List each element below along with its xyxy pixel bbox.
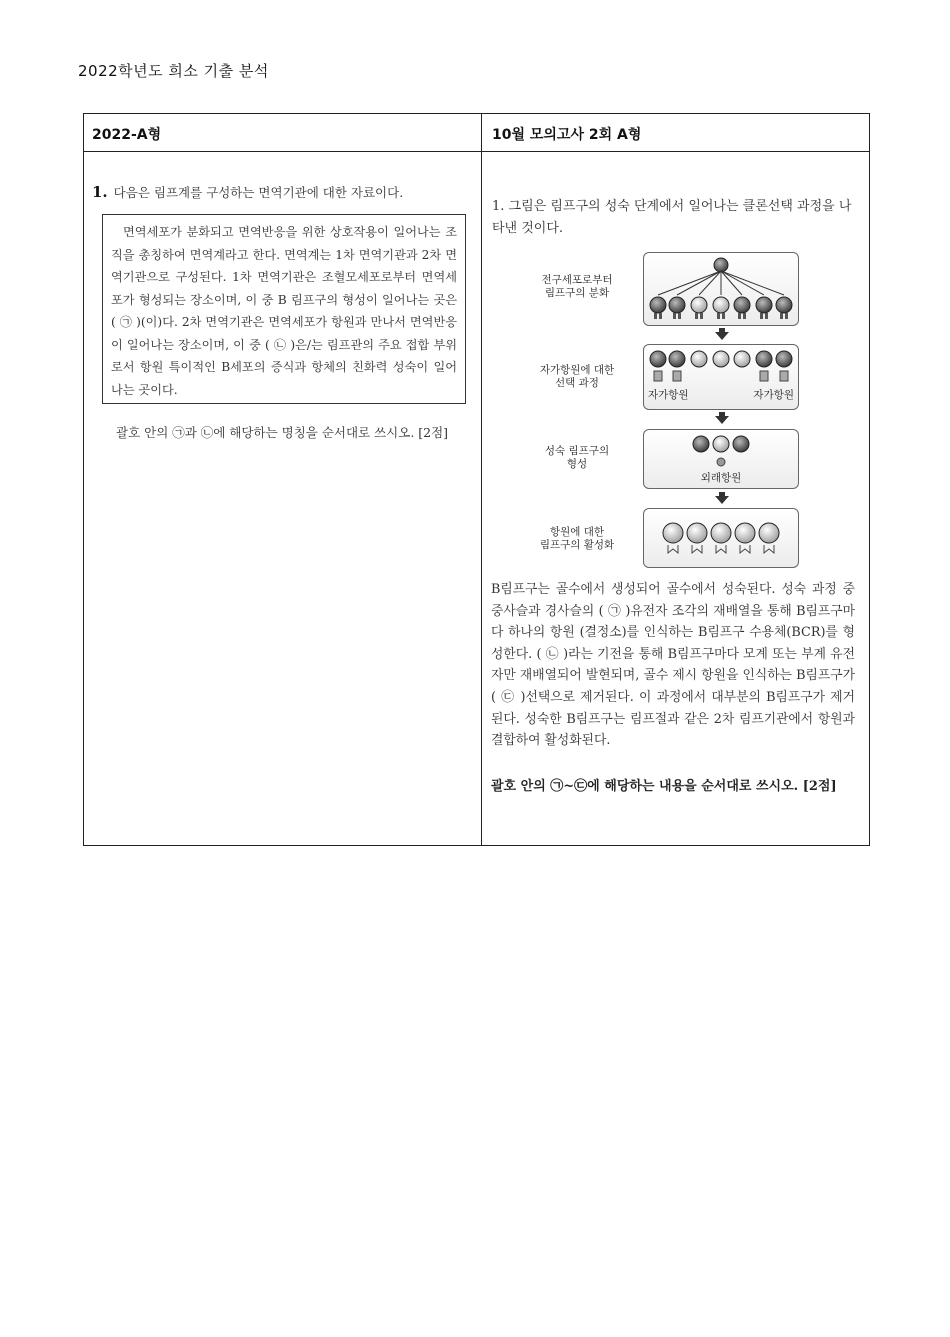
activated-cells-graphic: [644, 509, 798, 567]
stage3-label: 성숙 림프구의 형성: [544, 445, 610, 470]
stage3-tag: 외래항원: [700, 472, 742, 484]
arrow-2: [715, 416, 729, 424]
right-passage: B림프구는 골수에서 생성되어 골수에서 성숙된다. 성숙 과정 중 중사슬과 경사슬의 ( ㉠ )유전자 조각의 재배열을 통해 B림프구마다 하나의 항원 (결정소)를 인식하는 B림프구 수용체(BCR)를 형성한다. ( ㉡ )라는 기전을 통해 B림프구마다 모계 또는 부계 유전자만 재배열되어 발현되며, 골수 제시 항원을 인식하는 B림프구가 ( ㉢ )선택으로 제거된다. 이 과정에서 대부분의 B림프구가 제거된다. 성숙한 B림프구는 림프절과 같은 2차 림프기관에서 항원과 결합하여 활성화된다.: [491, 582, 855, 749]
clonal-selection-diagram: [523, 252, 813, 568]
stage4-box: [643, 508, 799, 568]
right-question-prompt: 괄호 안의 ㉠~㉢에 해당하는 내용을 순서대로 쓰시오. [2점]: [491, 779, 837, 794]
stage1-box: [643, 252, 799, 326]
stage1-label: 전구세포로부터 림프구의 분화: [541, 274, 613, 299]
stage2-tag-left: 자가항원: [648, 389, 689, 401]
column-divider: [481, 114, 482, 845]
left-question-intro: [92, 183, 472, 201]
table-header-row: [84, 114, 869, 152]
stage2-box: [643, 344, 799, 410]
page-header: 2022학년도 희소 기출 분석: [78, 62, 269, 80]
left-passage-box: [102, 214, 466, 404]
right-column-header: 10월 모의고사 2회 A형: [492, 127, 642, 143]
arrow-1: [715, 332, 729, 340]
right-question-intro: 1. 그림은 림프구의 성숙 단계에서 일어나는 클론선택 과정을 나타낸 것이다.: [492, 199, 852, 236]
stage4-label: 항원에 대한 림프구의 활성화: [539, 526, 615, 551]
left-question-number: 1.: [92, 183, 108, 201]
selection-cells-graphic: [644, 345, 798, 385]
left-question-prompt: 괄호 안의 ㉠과 ㉡에 해당하는 명칭을 순서대로 쓰시오. [2점]: [116, 425, 449, 440]
stage2-label: 자가항원에 대한 선택 과정: [539, 364, 615, 389]
differentiation-cells-graphic: [644, 253, 798, 325]
left-question-intro-text: 다음은 림프계를 구성하는 면역기관에 대한 자료이다.: [113, 185, 404, 200]
left-column-header: 2022-A형: [92, 127, 162, 143]
mature-cells-graphic: [644, 430, 798, 470]
left-passage-text: 면역세포가 분화되고 면역반응을 위한 상호작용이 일어나는 조직을 총칭하여 면역계라고 한다. 면역계는 1차 면역기관과 2차 면역기관으로 구성된다. 1차 면역기관은 조혈모세포로부터 면역세포가 형성되는 장소이며, 이 중 B 림프구의 형성이 일어나는 곳은 ( ㉠ )(이)다. 2차 면역기관은 면역세포가 항원과 만나서 면역반응이 일어나는 장소이며, 이 중 ( ㉡ )은/는 림프관의 주요 접합 부위로서 항원 특이적인 B세포의 증식과 항체의 친화력 성숙이 일어나는 곳이다.: [111, 225, 457, 397]
stage2-tag-right: 자가항원: [753, 389, 794, 401]
stage3-box: [643, 429, 799, 489]
arrow-3: [715, 496, 729, 504]
